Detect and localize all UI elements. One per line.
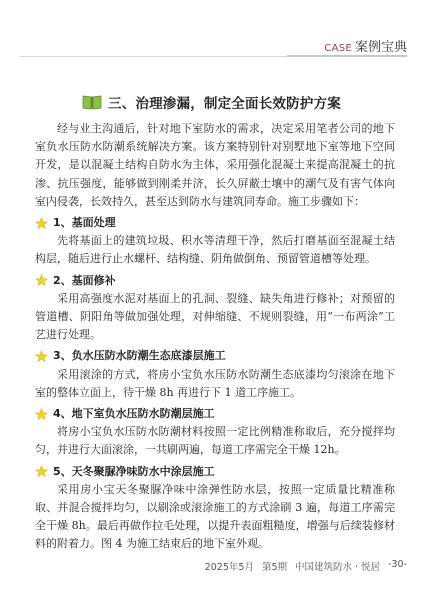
star-icon <box>35 408 48 421</box>
step-heading-2 <box>35 272 395 290</box>
section-heading <box>82 92 341 112</box>
page-footer <box>205 559 407 573</box>
step-heading-3 <box>35 347 395 365</box>
step-body: 采用滚涂的方式，将房小宝负水压防水防潮生态底漆均匀滚涂在地下室的整体立面上，待干燥 8h 再进行下 1 道工序施工。 <box>35 367 395 399</box>
page-number: -30- <box>388 559 407 570</box>
step-heading-5 <box>35 463 395 481</box>
step-title: 5、天冬聚脲净味防水中涂层施工 <box>53 464 215 478</box>
step-title: 2、基面修补 <box>53 273 116 287</box>
header-divider <box>20 56 407 57</box>
column-title: 案例宝典 <box>354 40 407 55</box>
step-body: 将房小宝负水压防水防潮材料按照一定比例精准称取后，充分搅拌均匀，并进行大面滚涂，一共刷两遍，每道工序需完全干燥 12h。 <box>35 425 395 457</box>
case-label: CASE <box>324 43 352 54</box>
step-title: 4、地下室负水压防水防潮层施工 <box>53 407 215 421</box>
step-heading-1 <box>35 214 395 232</box>
step-body: 采用房小宝天冬聚脲净味中涂弹性防水层，按照一定质量比精准称取、并混合搅拌均匀，以刷涂或滚涂施工的方式涂刷 3 遍，每道工序需完全干燥 8h。最后再做作拉毛处理，以提升表面粗糙度，增强与后续装修材料的附着力。图 4 为施工结束后的地下室外观。 <box>35 482 395 551</box>
step-title: 1、基面处理 <box>53 216 116 230</box>
magazine-name: 中国建筑防水 · 悦居 <box>294 562 381 573</box>
star-icon <box>35 274 48 287</box>
step-body: 先将基面上的建筑垃圾、积水等清理干净，然后打磨基面至混凝土结构层，随后进行止水螺杆、结构缝、阴角做倒角、预留管道槽等处理。 <box>35 234 395 266</box>
step-title: 3、负水压防水防潮生态底漆层施工 <box>53 349 226 363</box>
star-icon <box>35 465 48 478</box>
article-body <box>35 120 395 554</box>
step-body: 采用高强度水泥对基面上的孔洞、裂缝、缺失角进行修补；对预留的管道槽、阴阳角等做加强处理，对伸缩缝、不规则裂缝，用“一布两涂”工艺进行处理。 <box>35 291 395 342</box>
section-title: 三、治理渗漏，制定全面长效防护方案 <box>108 96 341 112</box>
issue-number: 第5期 <box>261 562 287 573</box>
star-icon <box>35 350 48 363</box>
star-icon <box>35 217 48 230</box>
book-icon <box>82 94 102 110</box>
page-header <box>324 36 407 55</box>
issue-date: 2025年5月 <box>204 562 254 573</box>
intro-paragraph: 经与业主沟通后，针对地下室防水的需求，决定采用笔者公司的地下室负水压防水防潮系统解决方案。该方案特别针对别墅地下室等地下空间开发，是以混凝土结构自防水为主体，采用强化混凝土来提高混凝土的抗渗、抗压强度，能够做到刚柔并济，长久屏蔽土壤中的潮气及有害气体向室内侵袭，长效持久，甚至达到防水与建筑同寿命。施工步骤如下： <box>35 122 395 208</box>
step-heading-4 <box>35 405 395 423</box>
